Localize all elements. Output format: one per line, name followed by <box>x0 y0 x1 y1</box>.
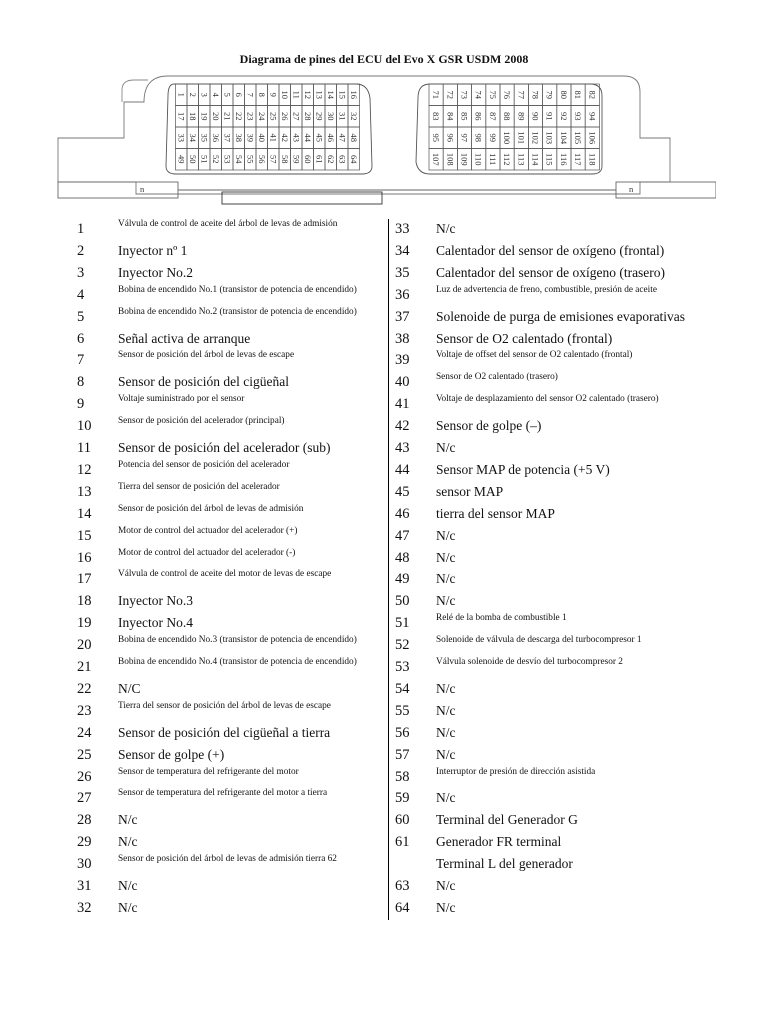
pin-cell-label: 101 <box>516 131 527 145</box>
pin-cell-label: 34 <box>187 133 198 142</box>
pin-cell-label: 76 <box>502 90 513 99</box>
pin-description: N/c <box>436 790 456 806</box>
right-pin-row <box>0 437 768 459</box>
pin-cell-label: 57 <box>268 155 279 164</box>
right-pin-row <box>0 831 768 853</box>
pin-number: 56 <box>395 724 410 741</box>
pin-cell-label: 28 <box>302 112 313 121</box>
pin-number: 50 <box>395 593 410 610</box>
pin-cell-label: 13 <box>314 90 325 99</box>
right-pin-row <box>0 612 768 634</box>
pin-cell-label: 58 <box>279 155 290 164</box>
pin-description: Generador FR terminal <box>436 834 562 850</box>
right-pin-row <box>0 722 768 744</box>
right-pin-row <box>0 503 768 525</box>
pin-number: 36 <box>395 286 410 303</box>
right-pin-row <box>0 678 768 700</box>
pin-number: 15 <box>77 527 92 544</box>
pin-cell-label: 78 <box>530 90 541 99</box>
right-pin-row <box>0 306 768 328</box>
right-pin-row <box>0 853 768 875</box>
pin-number: 57 <box>395 746 410 763</box>
pin-number: 33 <box>395 221 410 237</box>
pin-number: 23 <box>77 702 92 719</box>
pin-number: 16 <box>77 549 92 566</box>
pin-cell-label: 111 <box>487 153 498 166</box>
pin-cell-label: 112 <box>502 153 513 166</box>
pin-cell-label: 110 <box>473 153 484 166</box>
pin-description: Sensor de posición del acelerador (sub) <box>118 440 331 455</box>
pin-cell-label: 81 <box>573 90 584 99</box>
pin-description: Sensor de temperatura del refrigerante del motor a tierra <box>118 788 328 799</box>
pin-description: N/c <box>118 899 138 915</box>
pin-cell-label: 55 <box>245 155 256 164</box>
pin-description: Sensor de posición del árbol de levas de escape <box>118 350 295 361</box>
pin-description: Relé de la bomba de combustible 1 <box>436 613 567 624</box>
pin-cell-label: 22 <box>233 112 244 121</box>
pin-number: 1 <box>77 221 85 237</box>
pin-description: Válvula de control de aceite del árbol de levas de admisión <box>118 219 338 229</box>
pin-number: 27 <box>77 790 92 807</box>
pin-cell-label: 35 <box>199 133 210 142</box>
pin-description: Interruptor de presión de dirección asistida <box>436 766 596 777</box>
pin-number: 47 <box>395 527 410 544</box>
pin-number: 21 <box>77 659 92 675</box>
pin-description: Válvula solenoide de desvío del turbocompresor 2 <box>436 657 623 667</box>
pin-number: 29 <box>77 834 92 851</box>
pin-number: 20 <box>77 637 92 654</box>
pin-number: 60 <box>395 812 410 829</box>
right-pin-row <box>0 459 768 481</box>
pin-cell-label: 38 <box>233 133 244 142</box>
pin-cell-label: 8 <box>256 92 267 97</box>
pin-description: Terminal del Generador G <box>436 812 578 828</box>
pin-number: 54 <box>395 680 410 697</box>
pin-cell-label: 10 <box>279 90 290 99</box>
pin-description: Inyector No.4 <box>118 615 193 631</box>
right-pin-row <box>0 568 768 590</box>
pin-cell-label: 64 <box>348 155 359 164</box>
pin-cell-label: 59 <box>291 155 302 164</box>
pin-cell-label: 27 <box>291 112 302 121</box>
pin-cell-label: 18 <box>187 112 198 121</box>
pin-description: Sensor de posición del acelerador (principal) <box>118 416 285 427</box>
pin-cell-label: 87 <box>487 112 498 121</box>
pin-number: 31 <box>77 878 92 894</box>
pin-number: 14 <box>77 505 92 522</box>
pin-number: 58 <box>395 768 410 785</box>
connector-marker-right: n <box>629 184 634 194</box>
pin-cell-label: 54 <box>233 155 244 164</box>
pin-cell-label: 50 <box>187 155 198 164</box>
pin-cell-label: 7 <box>245 92 256 97</box>
pin-cell-label: 62 <box>325 155 336 164</box>
pin-cell-label: 45 <box>314 133 325 142</box>
pin-cell-label: 88 <box>502 112 513 121</box>
pin-cell-label: 17 <box>176 112 187 121</box>
ecu-connector-diagram <box>56 70 716 213</box>
pin-cell-label: 36 <box>210 133 221 142</box>
pin-cell-label: 24 <box>256 112 267 121</box>
pin-number: 26 <box>77 768 92 785</box>
pin-cell-label: 83 <box>431 112 442 121</box>
pin-cell-label: 60 <box>302 155 313 164</box>
pin-description: Sensor de posición del cigüeñal <box>118 374 289 390</box>
pin-number: 45 <box>395 483 410 500</box>
pin-description: Señal activa de arranque <box>118 330 251 346</box>
pin-cell-label: 16 <box>348 90 359 99</box>
pin-description: Calentador del sensor de oxígeno (frontal) <box>436 242 665 258</box>
pin-description: N/c <box>436 878 456 893</box>
pin-number: 9 <box>77 396 85 413</box>
pin-cell-label: 40 <box>256 133 267 142</box>
pin-cell-label: 49 <box>176 155 187 164</box>
pin-number: 3 <box>77 264 85 281</box>
pin-cell-label: 71 <box>431 90 442 99</box>
connector-outline <box>56 70 716 208</box>
pin-cell-label: 72 <box>445 90 456 99</box>
pin-cell-label: 25 <box>268 112 279 121</box>
pin-description: N/c <box>436 527 456 543</box>
pin-cell-label: 4 <box>210 92 221 97</box>
pin-number: 38 <box>395 330 410 347</box>
pin-cell-label: 5 <box>222 92 233 97</box>
pin-cell-label: 102 <box>530 131 541 145</box>
pin-description: N/c <box>436 746 456 762</box>
pin-cell-label: 43 <box>291 133 302 142</box>
pin-number: 43 <box>395 440 410 456</box>
pin-number: 55 <box>395 702 410 719</box>
pin-cell-label: 82 <box>587 90 598 99</box>
right-pin-row <box>0 875 768 897</box>
pin-cell-label: 95 <box>431 133 442 142</box>
right-pin-row <box>0 218 768 240</box>
pin-description: Sensor de O2 calentado (trasero) <box>436 372 558 383</box>
right-pin-row <box>0 371 768 393</box>
pin-cell-label: 42 <box>279 133 290 142</box>
pin-cell-label: 41 <box>268 133 279 142</box>
pin-cell-label: 47 <box>337 133 348 142</box>
pin-description: Terminal L del generador <box>436 856 573 872</box>
pin-cell-label: 114 <box>530 153 541 166</box>
pin-cell-label: 118 <box>587 153 598 166</box>
right-pin-row <box>0 634 768 656</box>
pin-number: 53 <box>395 659 410 675</box>
pin-number: 42 <box>395 418 410 435</box>
pin-description: Inyector No.3 <box>118 593 193 609</box>
pin-description: Sensor de posición del árbol de levas de admisión <box>118 503 304 514</box>
pin-description: Voltaje de desplazamiento del sensor O2 calentado (trasero) <box>436 394 659 405</box>
right-pin-row <box>0 744 768 766</box>
pin-number: 4 <box>77 286 85 303</box>
right-pin-row <box>0 700 768 722</box>
pin-cell-label: 89 <box>516 112 527 121</box>
pin-cell-label: 104 <box>558 131 569 145</box>
pin-cell-label: 93 <box>573 112 584 121</box>
pin-number: 10 <box>77 418 92 435</box>
right-pin-row <box>0 897 768 919</box>
pin-number: 30 <box>77 856 92 873</box>
right-pin-row <box>0 656 768 678</box>
pin-number: 24 <box>77 724 92 741</box>
pin-cell-label: 92 <box>558 111 569 121</box>
pin-description: Inyector nº 1 <box>118 242 188 258</box>
pin-description: Válvula de control de aceite del motor de levas de escape <box>118 569 332 580</box>
pin-number: 28 <box>77 812 92 829</box>
right-pin-row <box>0 349 768 371</box>
pin-cell-label: 100 <box>502 131 513 145</box>
pin-cell-label: 109 <box>459 152 470 166</box>
pin-description: Sensor de golpe (+) <box>118 746 225 762</box>
pin-number: 39 <box>395 352 410 369</box>
pin-description: Voltaje suministrado por el sensor <box>118 394 245 405</box>
right-pin-row <box>0 481 768 503</box>
page-title: Diagrama de pines del ECU del Evo X GSR USDM 2008 <box>239 52 529 66</box>
pin-description: Sensor de O2 calentado (frontal) <box>436 330 613 346</box>
pin-number: 63 <box>395 878 410 894</box>
pin-cell-label: 108 <box>445 152 456 166</box>
pin-cell-label: 2 <box>187 92 198 97</box>
pin-cell-label: 32 <box>348 112 359 121</box>
right-pin-row <box>0 547 768 569</box>
pin-description: N/c <box>118 878 138 893</box>
right-pin-row <box>0 787 768 809</box>
pin-cell-label: 61 <box>314 155 325 164</box>
pin-description: Bobina de encendido No.1 (transistor de potencia de encendido) <box>118 284 357 295</box>
pin-description: Sensor MAP de potencia (+5 V) <box>436 461 610 477</box>
pin-cell-label: 77 <box>516 90 527 99</box>
pin-cell-label: 117 <box>573 153 584 166</box>
pin-cell-label: 46 <box>325 133 336 142</box>
pin-cell-label: 91 <box>544 112 555 121</box>
pin-cell-label: 26 <box>279 112 290 121</box>
pin-description: Sensor de posición del árbol de levas de admisión tierra 62 <box>118 854 337 865</box>
pin-description: N/c <box>118 834 138 850</box>
pin-cell-label: 48 <box>348 133 359 142</box>
pin-number: 48 <box>395 549 410 566</box>
pin-cell-label: 106 <box>587 131 598 145</box>
pin-cell-label: 14 <box>325 90 336 99</box>
right-pin-row <box>0 328 768 350</box>
pin-cell-label: 99 <box>487 133 498 142</box>
pin-number: 22 <box>77 680 92 697</box>
pin-description: N/c <box>118 812 138 828</box>
pin-cell-label: 1 <box>176 92 187 97</box>
pin-description: N/c <box>436 702 456 718</box>
pin-number: 51 <box>395 615 410 632</box>
pin-number: 35 <box>395 264 410 281</box>
pin-number: 40 <box>395 374 410 391</box>
pin-number: 46 <box>395 505 410 522</box>
pin-cell-label: 84 <box>445 112 456 121</box>
pin-number: 19 <box>77 615 92 632</box>
pin-cell-label: 29 <box>314 112 325 121</box>
pin-number: 11 <box>77 440 91 456</box>
right-pin-row <box>0 590 768 612</box>
pin-number: 49 <box>395 571 410 588</box>
pin-number: 37 <box>395 308 410 325</box>
pin-description: Solenoide de purga de emisiones evaporativas <box>436 308 686 324</box>
pin-number: 32 <box>77 899 92 916</box>
pin-number: 8 <box>77 374 85 391</box>
pin-cell-label: 37 <box>222 133 233 142</box>
pin-cell-label: 79 <box>544 90 555 99</box>
pin-cell-label: 31 <box>337 112 348 121</box>
pin-cell-label: 51 <box>199 155 210 164</box>
pin-number: 6 <box>77 330 85 347</box>
pin-cell-label: 21 <box>222 112 233 121</box>
pin-description: Inyector No.2 <box>118 264 193 280</box>
right-pin-row <box>0 284 768 306</box>
pin-description: Sensor de golpe (–) <box>436 418 542 434</box>
pin-cell-label: 12 <box>302 90 313 99</box>
pin-cell-label: 73 <box>459 90 470 99</box>
pin-description: Solenoide de válvula de descarga del turbocompresor 1 <box>436 635 642 646</box>
right-pin-row <box>0 766 768 788</box>
pin-description: N/c <box>436 221 456 236</box>
pin-number: 61 <box>395 834 410 851</box>
pin-number: 17 <box>77 571 92 588</box>
pin-number: 5 <box>77 308 85 325</box>
pin-cell-label: 107 <box>431 152 442 166</box>
pin-cell-label: 105 <box>573 131 584 145</box>
pin-cell-label: 115 <box>544 153 555 166</box>
pin-cell-label: 30 <box>325 112 336 121</box>
pin-cell-label: 52 <box>210 155 221 164</box>
pin-cell-label: 74 <box>473 90 484 99</box>
pin-cell-label: 11 <box>291 90 302 99</box>
pin-description: N/c <box>436 440 456 455</box>
pin-cell-label: 80 <box>558 90 569 99</box>
pin-description: Potencia del sensor de posición del acelerador <box>118 459 290 470</box>
pin-description: Sensor de temperatura del refrigerante del motor <box>118 766 299 777</box>
pin-description: Bobina de encendido No.2 (transistor de potencia de encendido) <box>118 306 357 317</box>
pin-description: Luz de advertencia de freno, combustible, presión de aceite <box>436 284 657 295</box>
pin-number: 59 <box>395 790 410 807</box>
pin-cell-label: 44 <box>302 133 313 142</box>
pin-description: N/c <box>436 680 456 696</box>
pin-description: N/c <box>436 593 456 609</box>
pin-description: Motor de control del actuador del acelerador (-) <box>118 547 296 558</box>
right-pin-row <box>0 262 768 284</box>
pin-description: Bobina de encendido No.4 (transistor de potencia de encendido) <box>118 657 357 667</box>
right-pin-row <box>0 393 768 415</box>
pin-cell-label: 9 <box>268 92 279 97</box>
pin-number: 34 <box>395 242 410 259</box>
pin-cell-label: 15 <box>337 90 348 99</box>
pin-cell-label: 113 <box>516 153 527 166</box>
pin-cell-label: 3 <box>199 92 210 97</box>
pin-cell-label: 94 <box>587 112 598 121</box>
pin-description: sensor MAP <box>436 483 504 499</box>
pin-number: 13 <box>77 483 92 500</box>
pin-description: N/c <box>436 571 456 587</box>
pin-number: 44 <box>395 461 410 478</box>
pin-cell-label: 39 <box>245 133 256 142</box>
pin-cell-label: 53 <box>222 155 233 164</box>
pin-description: Motor de control del actuador del acelerador (+) <box>118 525 298 536</box>
pin-number: 12 <box>77 461 92 478</box>
pin-cell-label: 75 <box>487 90 498 99</box>
pin-number: 41 <box>395 396 410 413</box>
right-pin-row <box>0 525 768 547</box>
pin-description: tierra del sensor MAP <box>436 505 555 521</box>
pin-cell-label: 98 <box>473 133 484 142</box>
pin-description: N/c <box>436 549 456 565</box>
connector-marker: n <box>140 184 145 194</box>
pin-description: Sensor de posición del cigüeñal a tierra <box>118 724 331 740</box>
pin-description: Tierra del sensor de posición del acelerador <box>118 481 280 492</box>
pin-description: N/C <box>118 680 141 696</box>
pin-cell-label: 23 <box>245 112 256 121</box>
pin-description: Voltaje de offset del sensor de O2 calentado (frontal) <box>436 350 633 361</box>
pin-cell-label: 20 <box>210 112 221 121</box>
right-pin-row <box>0 415 768 437</box>
pin-number: 52 <box>395 637 410 654</box>
pin-cell-label: 97 <box>459 133 470 142</box>
pin-description: Bobina de encendido No.3 (transistor de potencia de encendido) <box>118 635 357 646</box>
pin-number: 7 <box>77 352 85 369</box>
pin-cell-label: 33 <box>176 133 187 142</box>
pin-number: 18 <box>77 593 92 610</box>
pin-number: 64 <box>395 899 410 916</box>
pin-description: N/c <box>436 724 456 740</box>
pin-cell-label: 90 <box>530 112 541 121</box>
pin-cell-label: 116 <box>558 153 569 166</box>
right-pin-row <box>0 240 768 262</box>
pin-number: 25 <box>77 746 92 763</box>
pin-cell-label: 56 <box>256 155 267 164</box>
pin-description: N/c <box>436 899 456 915</box>
right-pin-row <box>0 809 768 831</box>
pin-cell-label: 63 <box>337 155 348 164</box>
pin-description: Tierra del sensor de posición del árbol de levas de escape <box>118 700 331 711</box>
pin-cell-label: 6 <box>233 92 244 97</box>
pin-number: 2 <box>77 242 85 259</box>
pin-cell-label: 103 <box>544 131 555 145</box>
pin-cell-label: 19 <box>199 112 210 121</box>
pin-cell-label: 96 <box>445 133 456 142</box>
pin-cell-label: 86 <box>473 112 484 121</box>
pin-cell-label: 85 <box>459 112 470 121</box>
pin-description: Calentador del sensor de oxígeno (trasero) <box>436 264 666 280</box>
